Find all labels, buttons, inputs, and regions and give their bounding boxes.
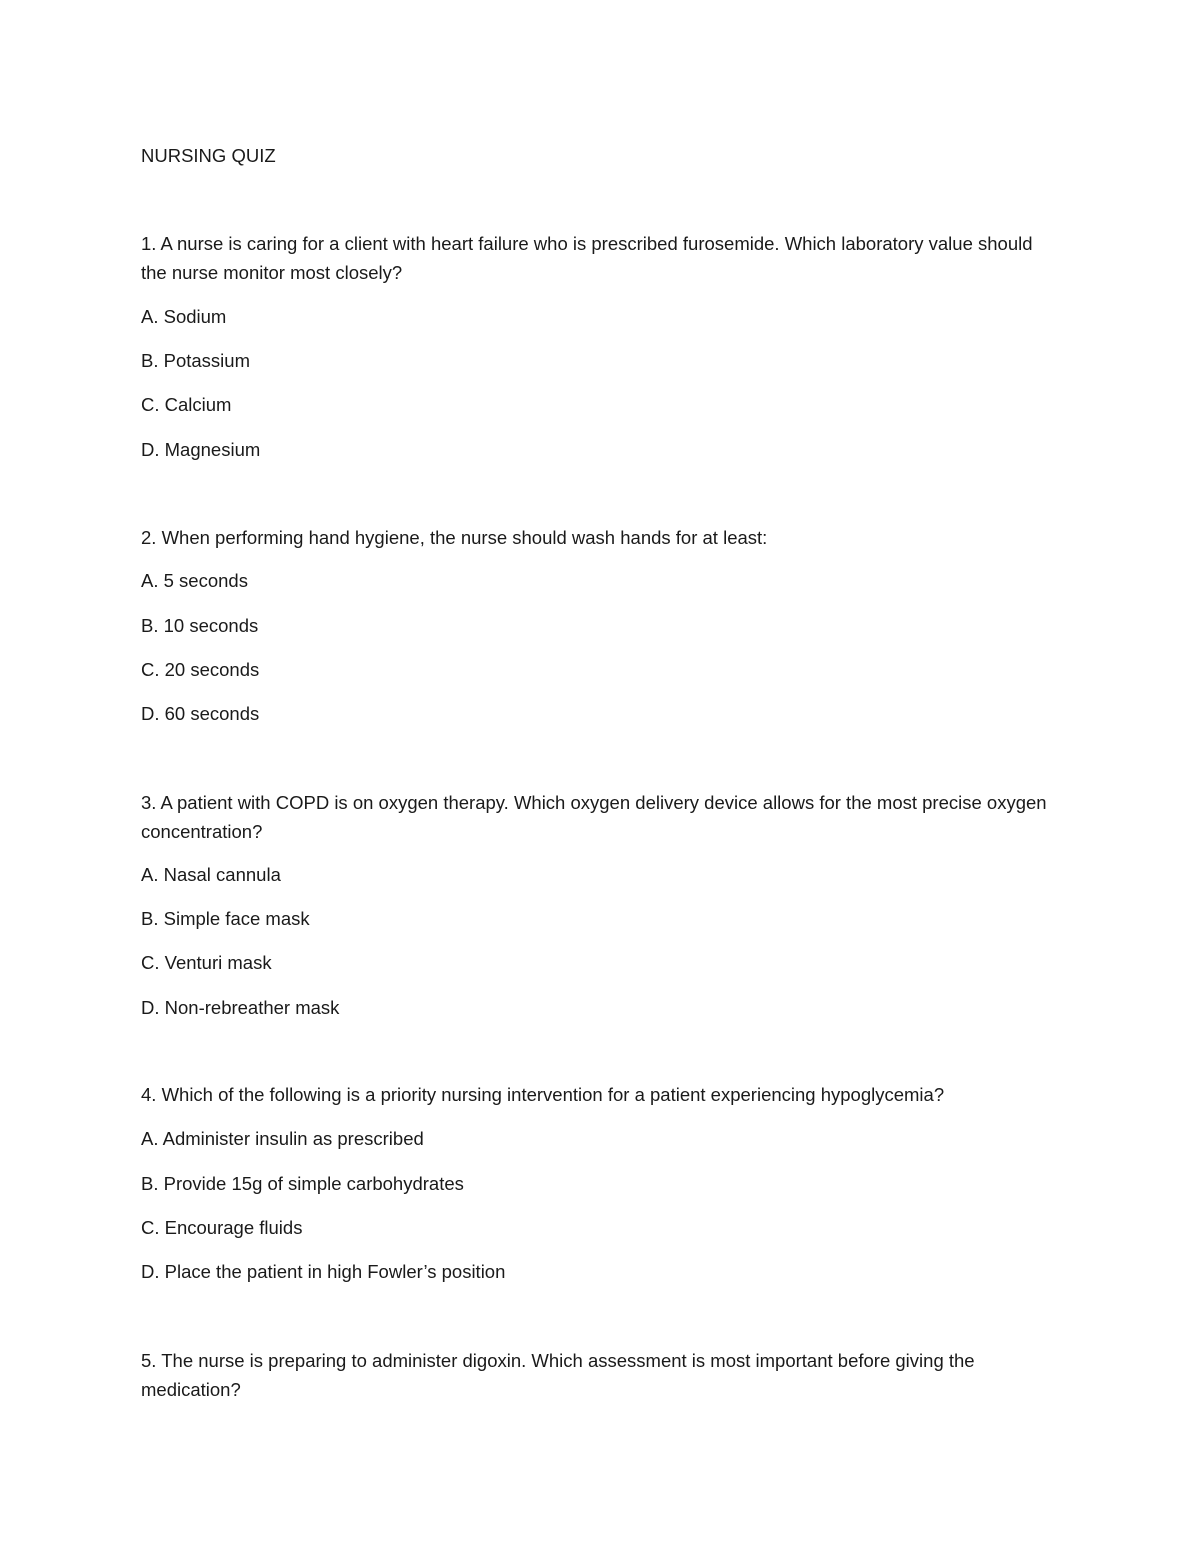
question-1 [141, 229, 1061, 287]
question-text: 1. A nurse is caring for a client with heart failure who is prescribed furosemide. Which laboratory value should the nurse monitor most closely? [141, 233, 1033, 283]
question-text: 3. A patient with COPD is on oxygen therapy. Which oxygen delivery device allows for the most precise oxygen concentration? [141, 792, 1047, 842]
question-5 [141, 1346, 1061, 1404]
question-3 [141, 788, 1061, 846]
answer-option: D. 60 seconds [141, 703, 260, 724]
answer-option: A. 5 seconds [141, 570, 248, 591]
answer-option: A. Sodium [141, 306, 227, 327]
answer-option: B. Simple face mask [141, 908, 310, 929]
question-text: 4. Which of the following is a priority nursing intervention for a patient experiencing hypoglycemia? [141, 1084, 945, 1105]
answer-option: C. Calcium [141, 394, 232, 415]
answer-option: A. Nasal cannula [141, 864, 281, 885]
answer-option: D. Magnesium [141, 439, 261, 460]
question-text: 5. The nurse is preparing to administer digoxin. Which assessment is most important before giving the medication? [141, 1350, 975, 1400]
answer-option: B. Potassium [141, 350, 250, 371]
question-2 [141, 523, 1061, 552]
answer-option: A. Administer insulin as prescribed [141, 1128, 424, 1149]
question-4 [141, 1080, 1061, 1109]
question-text: 2. When performing hand hygiene, the nurse should wash hands for at least: [141, 527, 768, 548]
answer-option: C. 20 seconds [141, 659, 260, 680]
answer-option: D. Non-rebreather mask [141, 997, 340, 1018]
document-title: NURSING QUIZ [141, 145, 276, 166]
answer-option: D. Place the patient in high Fowler’s position [141, 1261, 506, 1282]
answer-option: B. 10 seconds [141, 615, 259, 636]
answer-option: C. Venturi mask [141, 952, 272, 973]
answer-option: B. Provide 15g of simple carbohydrates [141, 1173, 464, 1194]
answer-option: C. Encourage fluids [141, 1217, 303, 1238]
